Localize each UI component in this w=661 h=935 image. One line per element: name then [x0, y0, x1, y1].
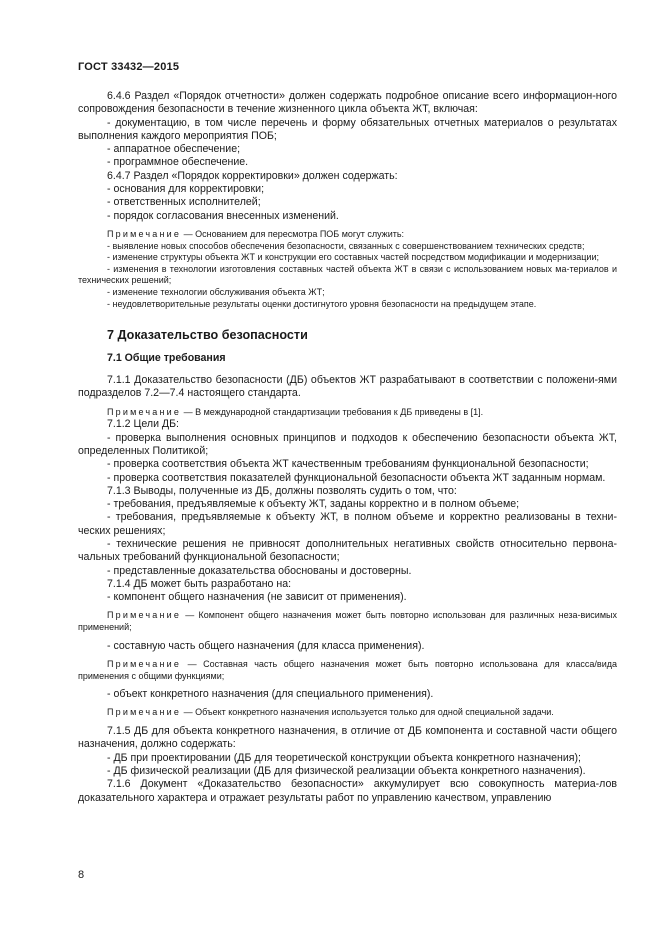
body-paragraph: - ДБ при проектировании (ДБ для теоретической конструкции объекта конкретного назначения); — [107, 751, 581, 764]
note-label: Примечание — [107, 228, 182, 239]
body-paragraph: - технические решения не привносят дополнительных негативных свойств относительно первона-чальных требований функциональной безопасности; — [78, 537, 617, 564]
note-paragraph: Примечание — В международной стандартизации требования к ДБ приведены в [1]. — [107, 406, 484, 417]
body-paragraph: - компонент общего назначения (не зависит от применения). — [107, 591, 407, 604]
body-paragraph: - аппаратное обеспечение; — [107, 143, 241, 156]
subsection-heading: 7.1 Общие требования — [107, 352, 226, 365]
note-list-item: - неудовлетворительные результаты оценки достигнутого уровня безопасности на предыдущем этапе. — [107, 298, 537, 309]
body-paragraph: - проверка соответствия объекта ЖТ качественным требованиям функциональной безопасности; — [107, 458, 589, 471]
note-list-item: - выявление новых способов обеспечения безопасности, связанных с совершенствованием технических средств; — [107, 240, 585, 251]
note-label: Примечание — [107, 658, 182, 669]
body-paragraph: 7.1.3 Выводы, полученные из ДБ, должны позволять судить о том, что: — [107, 484, 457, 497]
body-paragraph: 7.1.6 Документ «Доказательство безопасности» аккумулирует всю совокупность материа-лов доказательного характера и отражает результаты работ по управлению качеством, управлению — [78, 778, 617, 804]
note-label: Примечание — [107, 406, 182, 417]
body-paragraph: - основания для корректировки; — [107, 183, 265, 196]
body-paragraph: 7.1.4 ДБ может быть разработано на: — [107, 577, 292, 590]
note-paragraph: Примечание — Основанием для пересмотра ПОБ могут служить: — [107, 228, 405, 239]
body-paragraph: - требования, предъявляемые к объекту ЖТ, в полном объеме и корректно реализованы в техни-ческих решениях; — [78, 511, 617, 537]
note-label: Примечание — [107, 707, 182, 718]
document-body — [78, 90, 617, 805]
note-list-item: - изменения в технологии изготовления составных частей объекта ЖТ в связи с использованием новых ма-териалов и технических решений; — [78, 263, 617, 286]
body-paragraph: 7.1.5 ДБ для объекта конкретного назначения, в отличие от ДБ компонента и составной части общего назначения, должно содержать: — [78, 725, 617, 751]
body-paragraph: - программное обеспечение. — [107, 156, 249, 169]
body-paragraph: - документацию, в том числе перечень и форму обязательных отчетных материалов о результатах выполнения каждого мероприятия ПОБ; — [78, 116, 617, 142]
body-paragraph: - проверка соответствия показателей функциональной безопасности объекта ЖТ заданным нормам. — [107, 471, 606, 484]
note-paragraph: Примечание — Объект конкретного назначения используется только для одной специальной задачи. — [107, 707, 554, 718]
body-paragraph: - проверка выполнения основных принципов и подходов к обеспечению безопасности объекта ЖТ, определенных Политикой; — [78, 431, 617, 457]
body-paragraph: - составную часть общего назначения (для класса применения). — [107, 639, 425, 652]
note-list-item: - изменение структуры объекта ЖТ и конструкции его составных частей посредством модификации и модернизации; — [107, 252, 599, 263]
body-paragraph: - ДБ физической реализации (ДБ для физической реализации объекта конкретного назначения). — [107, 764, 586, 777]
note-label: Примечание — [107, 610, 182, 621]
document-header: ГОСТ 33432—2015 — [78, 61, 180, 73]
body-paragraph: - представленные доказательства обоснованы и достоверны. — [107, 564, 412, 577]
body-paragraph: 7.1.2 Цели ДБ: — [107, 418, 179, 431]
body-paragraph: 7.1.1 Доказательство безопасности (ДБ) объектов ЖТ разрабатывают в соответствии с положени-ями подразделов 7.2—7.4 настоящего стандарта. — [78, 374, 617, 400]
body-paragraph: - ответственных исполнителей; — [107, 196, 261, 209]
note-list-item: - изменение технологии обслуживания объекта ЖТ; — [107, 286, 325, 297]
section-heading: 7 Доказательство безопасности — [107, 328, 308, 343]
body-paragraph: 6.4.7 Раздел «Порядок корректировки» должен содержать: — [107, 169, 398, 182]
note-paragraph: Примечание — Компонент общего назначения может быть повторно использован для различных неза-висимых применений; — [78, 610, 617, 633]
body-paragraph: 6.4.6 Раздел «Порядок отчетности» должен содержать подробное описание всего информацион-ного сопровождения безопасности в течение жизненного цикла объекта ЖТ, включая: — [78, 90, 617, 116]
note-paragraph: Примечание — Составная часть общего назначения может быть повторно использована для класса/вида применения с общими функциями; — [78, 658, 617, 681]
page-number: 8 — [78, 869, 85, 881]
body-paragraph: - требования, предъявляемые к объекту ЖТ, заданы корректно и в полном объеме; — [107, 498, 520, 511]
body-paragraph: - порядок согласования внесенных изменений. — [107, 209, 339, 222]
body-paragraph: - объект конкретного назначения (для специального применения). — [107, 688, 434, 701]
